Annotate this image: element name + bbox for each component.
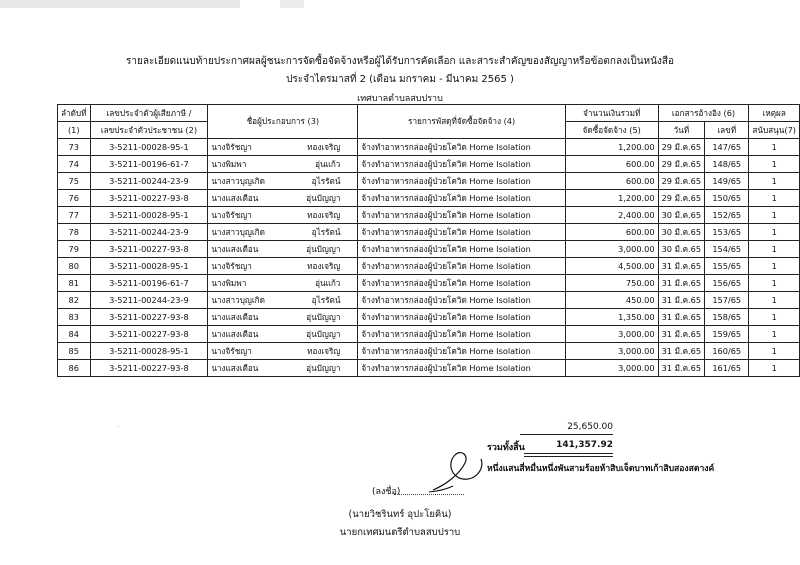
row-ref-no: 147/65 [705, 139, 749, 156]
row-item: จ้างทำอาหารกล่องผู้ป่วยโควิด Home Isolation [358, 292, 565, 309]
header-no: ลำดับที่ [58, 105, 91, 122]
row-no: 86 [58, 360, 91, 377]
header-amount: จำนวนเงินรวมที่ [565, 105, 658, 122]
row-reason: 1 [749, 241, 800, 258]
row-ref-no: 161/65 [705, 360, 749, 377]
row-reason: 1 [749, 224, 800, 241]
row-item: จ้างทำอาหารกล่องผู้ป่วยโควิด Home Isolation [358, 224, 565, 241]
row-ref-date: 30 มี.ค.65 [658, 207, 705, 224]
header-ref-date: วันที่ [658, 122, 705, 139]
row-item: จ้างทำอาหารกล่องผู้ป่วยโควิด Home Isolation [358, 241, 565, 258]
row-no: 79 [58, 241, 91, 258]
row-taxid: 3-5211-00028-95-1 [90, 343, 208, 360]
row-ref-no: 159/65 [705, 326, 749, 343]
sign-label: (ลงชื่อ) [372, 487, 401, 497]
table-row [58, 224, 800, 241]
vendor-last-name: อุ่นปัญญา [306, 192, 341, 203]
vendor-last-name: อุ่นแก้ว [315, 277, 341, 288]
signer-name: (นายวิชรินทร์ อุปะโยคิน) [348, 509, 452, 520]
row-ref-date: 31 มี.ค.65 [658, 275, 705, 292]
row-taxid: 3-5211-00227-93-8 [90, 190, 208, 207]
row-taxid: 3-5211-00227-93-8 [90, 360, 208, 377]
row-taxid: 3-5211-00244-23-9 [90, 173, 208, 190]
vendor-first-name: นางแสงเดือน [211, 311, 259, 322]
vendor-first-name: นางจิรัชญา [211, 260, 252, 271]
row-vendor [208, 190, 358, 207]
vendor-first-name: นางสาวบุญเกิด [211, 294, 265, 305]
table-body [58, 139, 800, 377]
row-item: จ้างทำอาหารกล่องผู้ป่วยโควิด Home Isolation [358, 258, 565, 275]
row-taxid: 3-5211-00244-23-9 [90, 224, 208, 241]
agency-name: เทศบาลตำบลสบปราบ [357, 94, 443, 104]
row-item: จ้างทำอาหารกล่องผู้ป่วยโควิด Home Isolation [358, 275, 565, 292]
table-row [58, 190, 800, 207]
vendor-first-name: นางจิรัชญา [211, 345, 252, 356]
row-ref-date: 30 มี.ค.65 [658, 241, 705, 258]
header-amount-2: จัดซื้อจัดจ้าง (5) [565, 122, 658, 139]
row-no: 75 [58, 173, 91, 190]
row-amount: 1,350.00 [565, 309, 658, 326]
signer-position: นายกเทศมนตรีตำบลสบปราบ [339, 527, 461, 538]
vendor-last-name: อุไรรัตน์ [311, 226, 341, 237]
table-row [58, 275, 800, 292]
scan-artifact [0, 0, 800, 8]
row-ref-no: 157/65 [705, 292, 749, 309]
row-amount: 3,000.00 [565, 343, 658, 360]
row-ref-date: 31 มี.ค.65 [658, 309, 705, 326]
row-amount: 1,200.00 [565, 139, 658, 156]
row-no: 74 [58, 156, 91, 173]
handwritten-signature [425, 445, 495, 495]
document-title: รายละเอียดแนบท้ายประกาศผลผู้ชนะการจัดซื้อจัดจ้างหรือผู้ได้รับการคัดเลือก และสาระสำคัญของสัญญาหรือข้อตกลงเป็นหนังสือ [126, 56, 674, 67]
vendor-last-name: อุ่นปัญญา [306, 362, 341, 373]
vendor-first-name: นางแสงเดือน [211, 362, 259, 373]
vendor-last-name: ทองเจริญ [307, 345, 341, 356]
signature-line [394, 494, 464, 495]
row-ref-no: 150/65 [705, 190, 749, 207]
row-vendor [208, 139, 358, 156]
table-row [58, 139, 800, 156]
row-no: 82 [58, 292, 91, 309]
vendor-last-name: อุ่นแก้ว [315, 158, 341, 169]
row-reason: 1 [749, 190, 800, 207]
row-amount: 750.00 [565, 275, 658, 292]
row-taxid: 3-5211-00196-61-7 [90, 156, 208, 173]
table-header [58, 105, 800, 139]
vendor-first-name: นางพิมพา [211, 277, 247, 288]
row-no: 80 [58, 258, 91, 275]
table-row [58, 207, 800, 224]
document-period: ประจำไตรมาสที่ 2 (เดือน มกราคม - มีนาคม 2565 ) [286, 74, 514, 85]
row-no: 85 [58, 343, 91, 360]
row-item: จ้างทำอาหารกล่องผู้ป่วยโควิด Home Isolation [358, 360, 565, 377]
row-vendor [208, 207, 358, 224]
vendor-first-name: นางแสงเดือน [211, 328, 259, 339]
vendor-last-name: อุ่นปัญญา [306, 243, 341, 254]
grand-total-in-words: หนึ่งแสนสี่หมื่นหนึ่งพันสามร้อยห้าสิบเจ็ดบาทเก้าสิบสองสตางค์ [487, 464, 715, 474]
vendor-first-name: นางแสงเดือน [211, 192, 259, 203]
row-ref-date: 29 มี.ค.65 [658, 139, 705, 156]
row-item: จ้างทำอาหารกล่องผู้ป่วยโควิด Home Isolation [358, 309, 565, 326]
row-amount: 600.00 [565, 156, 658, 173]
row-vendor [208, 326, 358, 343]
row-ref-date: 31 มี.ค.65 [658, 258, 705, 275]
row-no: 78 [58, 224, 91, 241]
row-reason: 1 [749, 258, 800, 275]
table-row [58, 309, 800, 326]
table-row [58, 241, 800, 258]
row-ref-no: 152/65 [705, 207, 749, 224]
row-amount: 600.00 [565, 173, 658, 190]
header-ref: เอกสารอ้างอิง (6) [658, 105, 749, 122]
row-taxid: 3-5211-00028-95-1 [90, 207, 208, 224]
row-reason: 1 [749, 292, 800, 309]
row-reason: 1 [749, 326, 800, 343]
row-amount: 3,000.00 [565, 326, 658, 343]
row-amount: 4,500.00 [565, 258, 658, 275]
row-vendor [208, 343, 358, 360]
table-row [58, 258, 800, 275]
row-taxid: 3-5211-00028-95-1 [90, 139, 208, 156]
row-ref-no: 148/65 [705, 156, 749, 173]
vendor-last-name: ทองเจริญ [307, 141, 341, 152]
row-vendor [208, 292, 358, 309]
table-row [58, 360, 800, 377]
row-vendor [208, 224, 358, 241]
row-reason: 1 [749, 275, 800, 292]
row-amount: 600.00 [565, 224, 658, 241]
scan-mark: · [117, 424, 119, 431]
table-row [58, 326, 800, 343]
header-item: รายการพัสดุที่จัดซื้อจัดจ้าง (4) [358, 105, 565, 139]
row-item: จ้างทำอาหารกล่องผู้ป่วยโควิด Home Isolation [358, 343, 565, 360]
procurement-table [57, 104, 800, 377]
row-no: 81 [58, 275, 91, 292]
vendor-first-name: นางพิมพา [211, 158, 247, 169]
header-reason-2: สนับสนุน(7) [749, 122, 800, 139]
row-taxid: 3-5211-00244-23-9 [90, 292, 208, 309]
row-taxid: 3-5211-00227-93-8 [90, 326, 208, 343]
row-ref-no: 153/65 [705, 224, 749, 241]
row-ref-date: 30 มี.ค.65 [658, 224, 705, 241]
row-no: 83 [58, 309, 91, 326]
row-vendor [208, 241, 358, 258]
vendor-last-name: อุไรรัตน์ [311, 175, 341, 186]
grand-total-label: รวมทั้งสิ้น [487, 443, 525, 453]
row-reason: 1 [749, 309, 800, 326]
row-ref-no: 160/65 [705, 343, 749, 360]
row-reason: 1 [749, 360, 800, 377]
vendor-last-name: ทองเจริญ [307, 209, 341, 220]
row-ref-date: 29 มี.ค.65 [658, 173, 705, 190]
vendor-last-name: อุไรรัตน์ [311, 294, 341, 305]
row-reason: 1 [749, 139, 800, 156]
row-vendor [208, 156, 358, 173]
vendor-last-name: อุ่นปัญญา [306, 311, 341, 322]
row-item: จ้างทำอาหารกล่องผู้ป่วยโควิด Home Isolation [358, 326, 565, 343]
row-reason: 1 [749, 207, 800, 224]
row-ref-no: 154/65 [705, 241, 749, 258]
vendor-first-name: นางจิรัชญา [211, 209, 252, 220]
table-row [58, 343, 800, 360]
row-item: จ้างทำอาหารกล่องผู้ป่วยโควิด Home Isolation [358, 207, 565, 224]
vendor-first-name: นางสาวบุญเกิด [211, 175, 265, 186]
row-no: 76 [58, 190, 91, 207]
row-no: 73 [58, 139, 91, 156]
row-ref-date: 31 มี.ค.65 [658, 360, 705, 377]
row-amount: 1,200.00 [565, 190, 658, 207]
row-ref-no: 155/65 [705, 258, 749, 275]
row-reason: 1 [749, 343, 800, 360]
row-taxid: 3-5211-00227-93-8 [90, 241, 208, 258]
header-taxid-2: เลขประจำตัวประชาชน (2) [90, 122, 208, 139]
row-reason: 1 [749, 173, 800, 190]
row-amount: 3,000.00 [565, 360, 658, 377]
row-ref-no: 156/65 [705, 275, 749, 292]
table-row [58, 156, 800, 173]
page-subtotal: 25,650.00 [567, 422, 613, 432]
row-amount: 450.00 [565, 292, 658, 309]
row-item: จ้างทำอาหารกล่องผู้ป่วยโควิด Home Isolation [358, 173, 565, 190]
row-no: 84 [58, 326, 91, 343]
row-taxid: 3-5211-00196-61-7 [90, 275, 208, 292]
row-no: 77 [58, 207, 91, 224]
row-amount: 3,000.00 [565, 241, 658, 258]
row-item: จ้างทำอาหารกล่องผู้ป่วยโควิด Home Isolation [358, 139, 565, 156]
vendor-first-name: นางสาวบุญเกิด [211, 226, 265, 237]
row-ref-date: 31 มี.ค.65 [658, 292, 705, 309]
row-taxid: 3-5211-00227-93-8 [90, 309, 208, 326]
row-amount: 2,400.00 [565, 207, 658, 224]
grand-total-value: 141,357.92 [556, 440, 613, 450]
subtotal-rule [520, 434, 613, 435]
header-no-index: (1) [58, 122, 91, 139]
row-ref-date: 31 มี.ค.65 [658, 343, 705, 360]
vendor-first-name: นางจิรัชญา [211, 141, 252, 152]
row-reason: 1 [749, 156, 800, 173]
row-vendor [208, 275, 358, 292]
row-ref-no: 158/65 [705, 309, 749, 326]
row-ref-date: 31 มี.ค.65 [658, 326, 705, 343]
table-row [58, 292, 800, 309]
header-taxid: เลขประจำตัวผู้เสียภาษี / [90, 105, 208, 122]
row-ref-date: 29 มี.ค.65 [658, 190, 705, 207]
header-vendor: ชื่อผู้ประกอบการ (3) [208, 105, 358, 139]
row-vendor [208, 173, 358, 190]
grand-total-double-rule [524, 453, 613, 457]
row-taxid: 3-5211-00028-95-1 [90, 258, 208, 275]
vendor-last-name: อุ่นปัญญา [306, 328, 341, 339]
row-item: จ้างทำอาหารกล่องผู้ป่วยโควิด Home Isolation [358, 156, 565, 173]
vendor-first-name: นางแสงเดือน [211, 243, 259, 254]
row-vendor [208, 309, 358, 326]
row-item: จ้างทำอาหารกล่องผู้ป่วยโควิด Home Isolation [358, 190, 565, 207]
row-ref-no: 149/65 [705, 173, 749, 190]
table-row [58, 173, 800, 190]
vendor-last-name: ทองเจริญ [307, 260, 341, 271]
row-vendor [208, 360, 358, 377]
row-ref-date: 29 มี.ค.65 [658, 156, 705, 173]
header-reason: เหตุผล [749, 105, 800, 122]
header-ref-no: เลขที่ [705, 122, 749, 139]
row-vendor [208, 258, 358, 275]
